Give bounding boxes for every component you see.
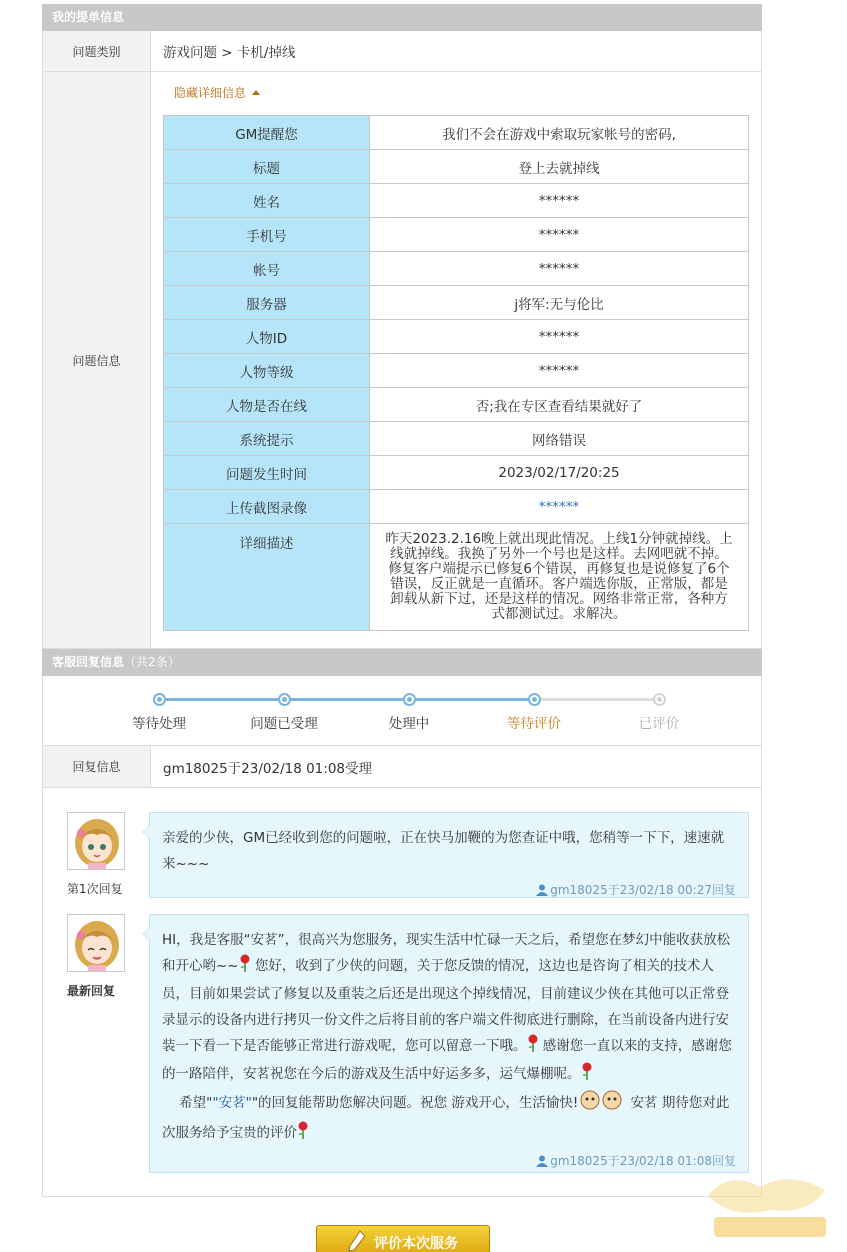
detail-value: j将军:无与伦比	[370, 286, 749, 320]
cats-icon	[578, 1089, 626, 1120]
detail-row	[164, 354, 749, 388]
detail-key: 帐号	[164, 252, 370, 286]
step-dot	[278, 693, 291, 706]
step-dot	[528, 693, 541, 706]
rose-icon	[581, 1062, 593, 1089]
detail-value: ******	[370, 320, 749, 354]
detail-row	[164, 422, 749, 456]
detail-row	[164, 184, 749, 218]
rate-service-label: 评价本次服务	[374, 1236, 458, 1252]
reply-item	[67, 914, 749, 1173]
info-row	[42, 72, 762, 649]
ticket-container	[42, 4, 762, 1197]
detail-row	[164, 456, 749, 490]
detail-row	[164, 320, 749, 354]
reply-item	[67, 812, 749, 898]
detail-key: 问题发生时间	[164, 456, 370, 490]
step-dot	[403, 693, 416, 706]
reply-info-label: 回复信息	[43, 746, 151, 787]
detail-value: 否;我在专区查看结果就好了	[370, 388, 749, 422]
progress-tracker	[42, 676, 762, 746]
reply-bubble	[149, 914, 749, 1173]
reply-meta: gm18025于23/02/18 00:27回复	[162, 881, 736, 901]
reply-caption: 最新回复	[67, 984, 116, 998]
category-label: 问题类别	[43, 31, 151, 71]
detail-value: 我们不会在游戏中索取玩家帐号的密码,	[370, 116, 749, 150]
detail-key: 上传截图录像	[164, 490, 370, 524]
description-key: 详细描述	[164, 524, 370, 631]
progress-track-todo	[534, 698, 659, 701]
detail-value: 网络错误	[370, 422, 749, 456]
category-row	[42, 31, 762, 72]
detail-row	[164, 218, 749, 252]
description-value: 昨天2023.2.16晚上就出现此情况。上线1分钟就掉线。上线就掉线。我换了另外一个号也是这样。去网吧就不掉。修复客户端提示已修复6个错误，再修复也是说修复了6个错误，反正就是一直循环。客户端选你版，正常版，都是卸载从新下过，还是这样的情况。网络非常正常，各种方式都测试过。求解决。	[370, 524, 749, 631]
detail-value: 登上去就掉线	[370, 150, 749, 184]
rose-icon	[239, 954, 251, 981]
detail-row	[164, 490, 749, 524]
detail-row	[164, 286, 749, 320]
detail-row	[164, 116, 749, 150]
reply-info-row	[42, 746, 762, 788]
reply-caption: 第1次回复	[67, 882, 123, 896]
reply-text: HI，我是客服“安茗”，很高兴为您服务，现实生活中忙碌一天之后，希望您在梦幻中能收获放松和开心哟~~ 您好，收到了少侠的问题，关于您反馈的情况，这边也是咨询了相关的技术人员，目前如果尝试了修复以及重装之后还是出现这个掉线情况，目前建议少侠在其他可以正常登录显示的设备内进行拷贝一份文件之后将目前的客户端文件彻底进行删除，在当前设备内进行安装一下看一下是否能够正常进行游戏呢，您可以留意一下哦。 感谢您一直以来的支持，感谢您的一路陪伴，安茗祝您在今后的游戏及生活中好运多多，运气爆棚呢。 希望""安茗""的回复能帮助您解决问题。祝您 游戏开心，生活愉快! 安茗 期待您对此次服务给予宝贵的评价	[162, 927, 736, 1148]
hide-details-toggle[interactable]	[174, 84, 260, 101]
detail-value: ******	[370, 184, 749, 218]
detail-value-link[interactable]: ******	[370, 490, 749, 524]
detail-value: ******	[370, 354, 749, 388]
reply-list	[42, 788, 762, 1197]
rose-icon	[527, 1034, 539, 1061]
detail-table	[163, 115, 749, 631]
step-dot	[653, 693, 666, 706]
gm-avatar	[67, 914, 125, 972]
hide-details-label: 隐藏详细信息	[174, 86, 247, 100]
user-icon	[536, 883, 548, 901]
site-logo-watermark	[700, 1165, 840, 1249]
detail-row	[164, 150, 749, 184]
pen-icon	[348, 1230, 366, 1252]
detail-key: 标题	[164, 150, 370, 184]
rate-service-button[interactable]	[316, 1225, 490, 1252]
detail-value: 2023/02/17/20:25	[370, 456, 749, 490]
reply-meta: gm18025于23/02/18 01:08回复	[162, 1152, 736, 1172]
reply-bubble	[149, 812, 749, 898]
user-icon	[536, 1154, 548, 1172]
step-label: 问题已受理	[250, 716, 318, 732]
detail-key: 服务器	[164, 286, 370, 320]
reply-info-value: gm18025于23/02/18 01:08受理	[163, 760, 372, 777]
detail-key: 人物ID	[164, 320, 370, 354]
caret-up-icon	[252, 90, 260, 95]
rose-icon	[297, 1121, 309, 1148]
step-label: 处理中	[388, 716, 430, 732]
detail-key: 手机号	[164, 218, 370, 252]
step-dot	[153, 693, 166, 706]
info-content	[151, 72, 761, 648]
detail-key: GM提醒您	[164, 116, 370, 150]
ticket-section-header: 我的提单信息	[42, 4, 762, 31]
detail-row	[164, 252, 749, 286]
detail-key: 人物等级	[164, 354, 370, 388]
detail-key: 系统提示	[164, 422, 370, 456]
detail-key: 人物是否在线	[164, 388, 370, 422]
step-label: 已评价	[638, 716, 680, 732]
progress-track-done	[159, 698, 534, 701]
step-label: 等待评价	[507, 716, 561, 732]
detail-value: ******	[370, 252, 749, 286]
detail-row	[164, 388, 749, 422]
category-value: 游戏问题 > 卡机/掉线	[163, 45, 296, 61]
gm-avatar	[67, 812, 125, 870]
info-label: 问题信息	[43, 72, 151, 648]
service-section-header: 客服回复信息（共2条）	[42, 649, 762, 676]
description-row	[164, 524, 749, 631]
detail-key: 姓名	[164, 184, 370, 218]
step-label: 等待处理	[132, 716, 186, 732]
detail-value: ******	[370, 218, 749, 252]
reply-text: 亲爱的少侠，GM已经收到您的问题啦，正在快马加鞭的为您查证中哦，您稍等一下下，速速就来~~~	[162, 830, 725, 872]
